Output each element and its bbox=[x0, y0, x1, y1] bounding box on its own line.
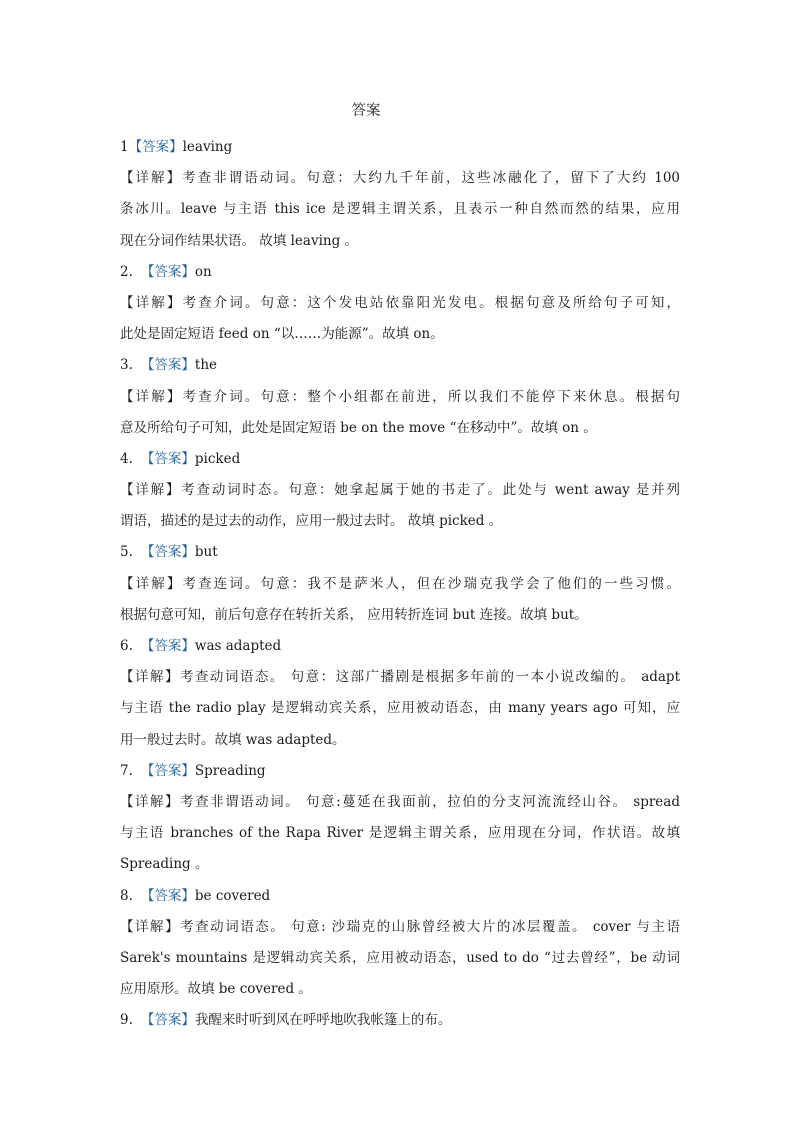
detail-line: 【详解】考查动词时态。句意：她拿起属于她的书走了。此处与 went away 是并列 bbox=[120, 482, 680, 499]
item-number: 1 bbox=[120, 139, 129, 155]
detail-line: 【详解】考查动词语态。 句意：这部广播剧是根据多年前的一本小说改编的。 adapt bbox=[120, 669, 680, 686]
answer-label: 【答案】 bbox=[140, 450, 195, 467]
answer-item bbox=[120, 631, 680, 756]
detail-line: 【详解】考查动词语态。 句意: 沙瑞克的山脉曾经被大片的冰层覆盖。 cover 与主语 bbox=[120, 918, 680, 935]
answer-value: be covered bbox=[194, 887, 271, 904]
item-number: 5. bbox=[120, 544, 133, 561]
answer-label: 【答案】 bbox=[140, 887, 195, 904]
answer-item bbox=[120, 756, 680, 881]
answer-line bbox=[120, 756, 680, 787]
answer-label: 【答案】 bbox=[140, 762, 195, 779]
answer-line bbox=[120, 537, 680, 568]
detail-line: 应用原形。故填 be covered 。 bbox=[120, 981, 312, 998]
detail-line: Spreading 。 bbox=[120, 856, 209, 873]
answer-value: the bbox=[194, 357, 217, 374]
item-number: 4. bbox=[120, 450, 133, 467]
detail-line: 【详解】考查非谓语动词。句意：大约九千年前，这些冰融化了，留下了大约 100 bbox=[120, 170, 680, 187]
item-number: 6. bbox=[120, 638, 133, 654]
answer-line bbox=[120, 444, 680, 475]
answer-label: 【答案】 bbox=[140, 544, 195, 561]
detail-line: 用一般过去时。故填 was adapted。 bbox=[120, 731, 346, 748]
detail-line: 与主语 the radio play 是逻辑动宾关系，应用被动语态，由 many years ago 可知，应 bbox=[120, 700, 680, 717]
answer-value: picked bbox=[194, 450, 241, 467]
answer-item bbox=[120, 257, 680, 351]
answer-list bbox=[120, 132, 680, 1036]
detail-line: 【详解】考查非谓语动词。 句意:蔓延在我面前，拉伯的分支河流流经山谷。 spread bbox=[120, 793, 680, 810]
answer-line bbox=[120, 350, 680, 381]
answer-label: 【答案】 bbox=[140, 357, 195, 374]
answer-line bbox=[120, 631, 680, 662]
answer-item bbox=[120, 537, 680, 631]
item-number: 8. bbox=[120, 887, 133, 904]
answer-item bbox=[120, 1005, 680, 1036]
answer-value: but bbox=[194, 544, 218, 561]
detail-line: 条冰川。leave 与主语 this ice 是逻辑主谓关系，且表示一种自然而然的结果，应用 bbox=[120, 201, 680, 218]
item-number: 2. bbox=[120, 263, 133, 280]
answer-value: Spreading bbox=[194, 762, 266, 779]
answer-item bbox=[120, 444, 680, 538]
answer-value: leaving bbox=[182, 139, 233, 155]
answer-value: 我醒来时听到风在呼呼地吹我帐篷上的布。 bbox=[194, 1012, 452, 1029]
detail-line: 【详解】考查介词。句意：这个发电站依靠阳光发电。根据句意及所给句子可知， bbox=[120, 294, 680, 311]
detail-line: 意及所给句子可知，此处是固定短语 be on the move “在移动中”。故填 on 。 bbox=[120, 419, 597, 436]
answer-item bbox=[120, 350, 680, 444]
answer-line bbox=[120, 1005, 680, 1036]
answer-line bbox=[120, 132, 680, 163]
detail-line: 与主语 branches of the Rapa River 是逻辑主谓关系，应用现在分词，作状语。故填 bbox=[120, 825, 680, 842]
page-title: 答案 bbox=[351, 103, 381, 119]
answer-label: 【答案】 bbox=[128, 139, 183, 155]
answer-label: 【答案】 bbox=[140, 263, 195, 280]
answer-line bbox=[120, 257, 680, 288]
item-number: 9. bbox=[120, 1012, 133, 1029]
answer-label: 【答案】 bbox=[140, 638, 195, 654]
detail-line: 谓语，描述的是过去的动作，应用一般过去时。 故填 picked 。 bbox=[120, 513, 503, 530]
detail-line: 此处是固定短语 feed on “以……为能源”。故填 on。 bbox=[120, 326, 444, 343]
answer-value: was adapted bbox=[194, 638, 282, 654]
item-number: 7. bbox=[120, 762, 133, 779]
detail-line: 根据句意可知，前后句意存在转折关系， 应用转折连词 but 连接。故填 but。 bbox=[120, 606, 588, 623]
item-number: 3. bbox=[120, 357, 133, 374]
detail-line: 【详解】考查连词。句意：我不是萨米人，但在沙瑞克我学会了他们的一些习惯。 bbox=[120, 575, 680, 592]
answer-value: on bbox=[194, 263, 212, 280]
answer-line bbox=[120, 881, 680, 912]
detail-line: Sarek's mountains 是逻辑动宾关系，应用被动语态，used to do “过去曾经”，be 动词 bbox=[120, 949, 680, 966]
detail-line: 现在分词作结果状语。 故填 leaving 。 bbox=[120, 232, 359, 249]
answer-label: 【答案】 bbox=[140, 1012, 195, 1029]
answer-item bbox=[120, 881, 680, 1006]
detail-line: 【详解】考查介词。句意：整个小组都在前进，所以我们不能停下来休息。根据句 bbox=[120, 388, 680, 405]
answer-item bbox=[120, 132, 680, 257]
